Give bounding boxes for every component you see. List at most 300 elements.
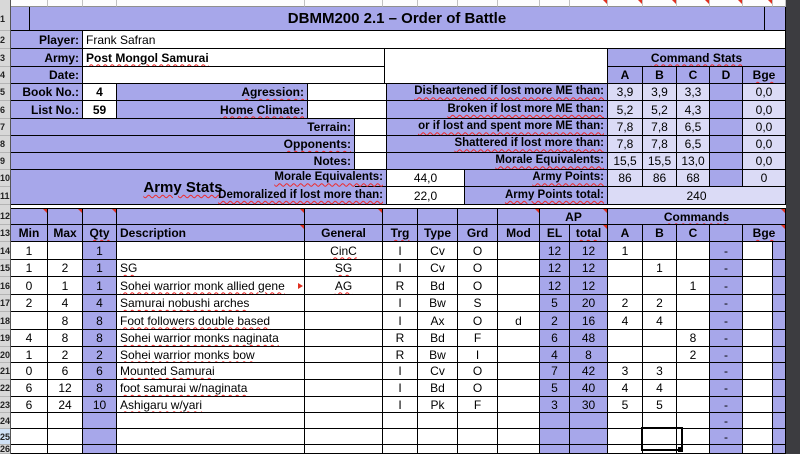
cell-trg[interactable]: R <box>383 330 418 347</box>
cell-grd[interactable]: I <box>458 347 498 363</box>
cs-morale-bge[interactable]: 0,0 <box>743 153 786 170</box>
row-header-22[interactable]: 22 <box>0 380 10 397</box>
cell-a[interactable]: 2 <box>608 295 643 312</box>
cell-c[interactable]: 8 <box>677 330 710 347</box>
cs-shattered-a[interactable]: 7,8 <box>608 136 643 153</box>
cell-type[interactable]: Cv <box>418 242 458 260</box>
cs-broken-bge[interactable]: 0,0 <box>743 101 786 119</box>
title-left-cell[interactable] <box>11 7 30 31</box>
cell-el[interactable]: 12 <box>540 242 570 260</box>
cell-grd[interactable]: F <box>458 330 498 347</box>
row-header-26[interactable]: 26 <box>0 445 10 454</box>
cell-total[interactable]: 16 <box>570 312 608 330</box>
cell-min[interactable]: 1 <box>11 260 48 277</box>
superheader-cell[interactable] <box>498 208 540 225</box>
army-stats-title: Army Stats <box>143 179 223 196</box>
cell-total[interactable]: 8 <box>570 347 608 363</box>
cs-morale-d[interactable] <box>710 153 743 170</box>
row-header-19[interactable]: 19 <box>0 330 10 347</box>
cell-d[interactable]: - <box>710 260 743 277</box>
cell-max[interactable] <box>48 242 83 260</box>
cell-c[interactable] <box>677 363 710 380</box>
cell-mod[interactable] <box>498 397 540 413</box>
row-header-2[interactable]: 2 <box>0 31 10 49</box>
cell-bge[interactable] <box>743 363 773 380</box>
row-header-11[interactable]: 11 <box>0 187 10 205</box>
cell-type[interactable]: Bd <box>418 380 458 397</box>
cell-mod[interactable] <box>498 347 540 363</box>
row-header-7[interactable]: 7 <box>0 119 10 136</box>
superheader-cell[interactable] <box>117 208 305 225</box>
list-no-value-cell[interactable]: 59 <box>83 101 117 119</box>
cell-c[interactable]: 1 <box>677 277 710 295</box>
army-points-d[interactable] <box>710 170 743 187</box>
cs-broken-b[interactable]: 5,2 <box>643 101 677 119</box>
cell-max[interactable]: 8 <box>48 330 83 347</box>
cell-min[interactable]: 6 <box>11 397 48 413</box>
cell-a[interactable] <box>608 330 643 347</box>
cell-mod[interactable] <box>498 260 540 277</box>
row-header-25[interactable]: 25 <box>0 429 10 445</box>
cell-d[interactable]: - <box>710 277 743 295</box>
superheader-cell[interactable] <box>48 208 83 225</box>
cell-b[interactable]: 4 <box>643 312 677 330</box>
cell-d[interactable]: - <box>710 429 743 445</box>
cell-min[interactable]: 2 <box>11 295 48 312</box>
cell-bge[interactable] <box>743 347 773 363</box>
cell-type[interactable] <box>418 413 458 429</box>
cell-general[interactable] <box>305 330 383 347</box>
book-row <box>11 84 786 101</box>
cell-a[interactable] <box>608 277 643 295</box>
empty-cell[interactable] <box>385 49 608 67</box>
cs-shattered-b[interactable]: 7,8 <box>643 136 677 153</box>
player-row <box>11 31 786 49</box>
table-row-14 <box>11 242 786 260</box>
cell-mod[interactable] <box>498 445 540 454</box>
cell-a[interactable]: 4 <box>608 312 643 330</box>
cell-bge[interactable] <box>743 312 773 330</box>
cell-min[interactable]: 0 <box>11 363 48 380</box>
cell-description[interactable] <box>117 413 305 429</box>
cell-description[interactable]: Sohei warrior monks naginata <box>117 330 305 347</box>
cell-mod[interactable] <box>498 413 540 429</box>
cs-broken-d[interactable] <box>710 101 743 119</box>
cell-max[interactable]: 2 <box>48 260 83 277</box>
cell-grd[interactable]: O <box>458 380 498 397</box>
cell-mod[interactable] <box>498 330 540 347</box>
cell-mod[interactable] <box>498 242 540 260</box>
home-climate-value-cell[interactable] <box>308 101 387 119</box>
cell-el[interactable] <box>540 413 570 429</box>
cell-min[interactable]: 6 <box>11 380 48 397</box>
selected-cell[interactable] <box>641 427 683 451</box>
cell-type[interactable]: Bw <box>418 295 458 312</box>
cell-el[interactable]: 5 <box>540 380 570 397</box>
cell-qty[interactable]: 8 <box>83 330 117 347</box>
cell-general[interactable] <box>305 347 383 363</box>
cell-d[interactable]: - <box>710 242 743 260</box>
header-cmd-d <box>710 225 743 242</box>
cell-mod[interactable] <box>498 380 540 397</box>
cell-d[interactable]: - <box>710 330 743 347</box>
cell-total[interactable]: 48 <box>570 330 608 347</box>
army-value-cell[interactable]: Post Mongol Samurai <box>83 49 385 67</box>
cell-trg[interactable]: I <box>383 397 418 413</box>
cell-type[interactable]: Bd <box>418 330 458 347</box>
cell-el[interactable]: 12 <box>540 277 570 295</box>
cell-min[interactable] <box>11 445 48 454</box>
cell-qty[interactable]: 6 <box>83 363 117 380</box>
cell-bge[interactable] <box>743 380 773 397</box>
cell-general[interactable] <box>305 295 383 312</box>
cs-morale-b[interactable]: 15,5 <box>643 153 677 170</box>
cell-el[interactable]: 2 <box>540 312 570 330</box>
cell-bge[interactable] <box>743 445 773 454</box>
row-header-14[interactable]: 14 <box>0 242 10 260</box>
cell-el[interactable]: 3 <box>540 397 570 413</box>
cell-trg[interactable]: I <box>383 312 418 330</box>
cell-mod[interactable] <box>498 363 540 380</box>
row-header-24[interactable]: 24 <box>0 413 10 429</box>
cell-el[interactable]: 12 <box>540 260 570 277</box>
cell-total[interactable]: 42 <box>570 363 608 380</box>
cell-c[interactable] <box>677 312 710 330</box>
cell-b[interactable]: 3 <box>643 363 677 380</box>
cell-c[interactable] <box>677 397 710 413</box>
demoralized-value-cell[interactable]: 22,0 <box>387 187 465 205</box>
row-header-23[interactable]: 23 <box>0 397 10 413</box>
morale-value-cell[interactable]: 44,0 <box>387 170 465 187</box>
cell-trg[interactable] <box>383 413 418 429</box>
cell-general[interactable] <box>305 312 383 330</box>
cell-qty[interactable]: 10 <box>83 397 117 413</box>
cell-total[interactable] <box>570 429 608 445</box>
cell-total[interactable]: 40 <box>570 380 608 397</box>
cell-qty[interactable]: 8 <box>83 312 117 330</box>
cell-grd[interactable]: O <box>458 363 498 380</box>
cell-grd[interactable] <box>458 445 498 454</box>
cell-total[interactable] <box>570 445 608 454</box>
cell-grd[interactable]: O <box>458 242 498 260</box>
cell-el[interactable]: 4 <box>540 347 570 363</box>
cell-d[interactable] <box>710 445 743 454</box>
cell-bge[interactable] <box>743 260 773 277</box>
cs-spent-b[interactable]: 7,8 <box>643 119 677 136</box>
cell-description[interactable]: Foot followers double based <box>117 312 305 330</box>
cell-d[interactable]: - <box>710 397 743 413</box>
cell-c[interactable] <box>677 242 710 260</box>
row-header-13[interactable]: 13 <box>0 225 10 242</box>
cell-max[interactable]: 2 <box>48 347 83 363</box>
cell-min[interactable]: 4 <box>11 330 48 347</box>
cs-disheartened-b[interactable]: 3,9 <box>643 84 677 101</box>
cell-trg[interactable] <box>383 445 418 454</box>
cell-description[interactable]: SG <box>117 260 305 277</box>
cell-description[interactable]: Samurai nobushi arches <box>117 295 305 312</box>
list-row <box>11 101 786 119</box>
cell-mod[interactable] <box>498 429 540 445</box>
cell-general[interactable]: AG <box>305 277 383 295</box>
cell-trg[interactable]: I <box>383 380 418 397</box>
cell-description[interactable] <box>117 429 305 445</box>
cell-el[interactable]: 5 <box>540 295 570 312</box>
row-header-3[interactable]: 3 <box>0 49 10 67</box>
cell-qty[interactable] <box>83 429 117 445</box>
cell-description[interactable]: Sohei warrior monks bow <box>117 347 305 363</box>
cell-max[interactable]: 24 <box>48 397 83 413</box>
army-points-b[interactable]: 86 <box>643 170 677 187</box>
cell-general[interactable] <box>305 380 383 397</box>
cell-a[interactable]: 3 <box>608 363 643 380</box>
army-points-a[interactable]: 86 <box>608 170 643 187</box>
cell-min[interactable]: 1 <box>11 242 48 260</box>
row-header-12[interactable]: 12 <box>0 208 10 225</box>
cs-morale-c[interactable]: 13,0 <box>677 153 710 170</box>
cell-description[interactable]: Ashigaru w/yari <box>117 397 305 413</box>
superheader-cell[interactable] <box>11 208 48 225</box>
cell-max[interactable] <box>48 429 83 445</box>
cell-general[interactable] <box>305 363 383 380</box>
cell-grd[interactable]: O <box>458 312 498 330</box>
cell-type[interactable]: Cv <box>418 260 458 277</box>
cell-type[interactable] <box>418 445 458 454</box>
cell-general[interactable] <box>305 445 383 454</box>
empty-cell[interactable] <box>385 67 608 84</box>
row-header-6[interactable]: 6 <box>0 101 10 119</box>
army-points-total-value[interactable]: 240 <box>608 187 786 205</box>
cell-grd[interactable]: F <box>458 397 498 413</box>
cell-trg[interactable]: R <box>383 347 418 363</box>
agression-value-cell[interactable] <box>308 84 387 101</box>
cell-bge[interactable] <box>743 295 773 312</box>
cs-morale-a[interactable]: 15,5 <box>608 153 643 170</box>
cell-total[interactable]: 12 <box>570 260 608 277</box>
player-label: Player: <box>11 31 83 49</box>
strip-cell <box>83 0 117 7</box>
cell-b[interactable] <box>643 242 677 260</box>
superheader-cell[interactable] <box>305 208 383 225</box>
cs-disheartened-bge[interactable]: 0,0 <box>743 84 786 101</box>
cs-spent-a[interactable]: 7,8 <box>608 119 643 136</box>
cs-disheartened-a[interactable]: 3,9 <box>608 84 643 101</box>
cell-qty[interactable]: 1 <box>83 242 117 260</box>
cell-max[interactable]: 12 <box>48 380 83 397</box>
cell-b[interactable]: 5 <box>643 397 677 413</box>
cell-description[interactable] <box>117 242 305 260</box>
cell-qty[interactable]: 4 <box>83 295 117 312</box>
cs-shattered-c[interactable]: 6,5 <box>677 136 710 153</box>
cell-a[interactable]: 4 <box>608 380 643 397</box>
terrain-value-cell[interactable] <box>355 119 387 136</box>
cell-d[interactable]: - <box>710 413 743 429</box>
cell-min[interactable] <box>11 413 48 429</box>
cell-d[interactable]: - <box>710 295 743 312</box>
cell-total[interactable]: 12 <box>570 277 608 295</box>
cell-qty[interactable]: 2 <box>83 347 117 363</box>
row-header-5[interactable]: 5 <box>0 84 10 101</box>
cell-max[interactable] <box>48 413 83 429</box>
cell-el[interactable]: 6 <box>540 330 570 347</box>
cell-a[interactable] <box>608 347 643 363</box>
cs-spent-c[interactable]: 6,5 <box>677 119 710 136</box>
cell-d[interactable]: - <box>710 312 743 330</box>
notes-value-cell[interactable] <box>355 153 387 170</box>
cell-general[interactable]: SG <box>305 260 383 277</box>
cell-type[interactable]: Cv <box>418 363 458 380</box>
row-header-17[interactable]: 17 <box>0 295 10 312</box>
cell-edge <box>773 380 786 397</box>
cell-total[interactable]: 12 <box>570 242 608 260</box>
cell-a[interactable]: 1 <box>608 242 643 260</box>
row-header-10[interactable]: 10 <box>0 170 10 187</box>
cell-c[interactable] <box>677 380 710 397</box>
cell-max[interactable]: 6 <box>48 363 83 380</box>
row-header-4[interactable]: 4 <box>0 67 10 84</box>
cell-qty[interactable]: 1 <box>83 277 117 295</box>
cs-shattered-bge[interactable]: 0,0 <box>743 136 786 153</box>
army-points-c[interactable]: 68 <box>677 170 710 187</box>
cell-qty[interactable]: 1 <box>83 260 117 277</box>
title-right-cell[interactable] <box>765 7 786 31</box>
cell-total[interactable]: 20 <box>570 295 608 312</box>
cell-general[interactable] <box>305 429 383 445</box>
cell-general[interactable] <box>305 413 383 429</box>
cell-mod[interactable]: d <box>498 312 540 330</box>
cell-el[interactable] <box>540 429 570 445</box>
cell-a[interactable] <box>608 260 643 277</box>
cell-c[interactable]: 2 <box>677 347 710 363</box>
cell-b[interactable]: 4 <box>643 380 677 397</box>
cell-qty[interactable] <box>83 445 117 454</box>
cell-max[interactable] <box>48 445 83 454</box>
cell-trg[interactable]: I <box>383 295 418 312</box>
cell-b[interactable] <box>643 330 677 347</box>
cell-grd[interactable]: S <box>458 295 498 312</box>
cs-spent-bge[interactable]: 0,0 <box>743 119 786 136</box>
cell-mod[interactable] <box>498 295 540 312</box>
cs-broken-c[interactable]: 4,3 <box>677 101 710 119</box>
army-points-bge[interactable]: 0 <box>743 170 786 187</box>
cs-shattered-d[interactable] <box>710 136 743 153</box>
cell-trg[interactable]: I <box>383 260 418 277</box>
cell-min[interactable] <box>11 429 48 445</box>
cs-spent-d[interactable] <box>710 119 743 136</box>
cell-grd[interactable] <box>458 413 498 429</box>
header-max: Max <box>48 225 83 242</box>
book-no-value-cell[interactable]: 4 <box>83 84 117 101</box>
cell-c[interactable] <box>677 295 710 312</box>
row-header-1[interactable]: 1 <box>0 7 10 31</box>
cell-description[interactable]: foot samurai w/naginata <box>117 380 305 397</box>
cell-qty[interactable]: 8 <box>83 380 117 397</box>
cell-b[interactable] <box>643 347 677 363</box>
cell-type[interactable]: Bd <box>418 277 458 295</box>
cell-type[interactable]: Ax <box>418 312 458 330</box>
cell-min[interactable]: 0 <box>11 277 48 295</box>
cell-a[interactable]: 5 <box>608 397 643 413</box>
strip-cell <box>498 0 540 7</box>
cell-min[interactable] <box>11 312 48 330</box>
cell-qty[interactable] <box>83 413 117 429</box>
cell-type[interactable]: Pk <box>418 397 458 413</box>
cell-bge[interactable] <box>743 242 773 260</box>
cell-b[interactable]: 2 <box>643 295 677 312</box>
superheader-cell[interactable] <box>418 208 458 225</box>
cell-general[interactable] <box>305 397 383 413</box>
cell-bge[interactable] <box>743 429 773 445</box>
header-total: total <box>570 225 608 242</box>
lost-spent-label: or if lost and spent more ME than: <box>387 119 608 136</box>
row-header-18[interactable]: 18 <box>0 312 10 330</box>
cell-a[interactable] <box>608 445 643 454</box>
cell-description[interactable]: Sohei warrior monk allied gene <box>117 277 305 295</box>
cell-max[interactable]: 1 <box>48 277 83 295</box>
cell-type[interactable] <box>418 429 458 445</box>
cell-b[interactable] <box>643 277 677 295</box>
cell-type[interactable]: Bw <box>418 347 458 363</box>
cell-a[interactable] <box>608 429 643 445</box>
row-header-9[interactable]: 9 <box>0 153 10 170</box>
cell-d[interactable]: - <box>710 380 743 397</box>
cs-disheartened-c[interactable]: 3,3 <box>677 84 710 101</box>
cell-bge[interactable] <box>743 330 773 347</box>
cell-trg[interactable]: I <box>383 242 418 260</box>
row-header-16[interactable]: 16 <box>0 277 10 295</box>
cs-disheartened-d[interactable] <box>710 84 743 101</box>
cell-el[interactable] <box>540 445 570 454</box>
cs-broken-a[interactable]: 5,2 <box>608 101 643 119</box>
player-value-cell[interactable]: Frank Safran <box>83 31 786 49</box>
cell-bge[interactable] <box>743 397 773 413</box>
cell-d[interactable]: - <box>710 347 743 363</box>
cell-description[interactable]: Mounted Samurai <box>117 363 305 380</box>
cell-total[interactable] <box>570 413 608 429</box>
cell-d[interactable]: - <box>710 363 743 380</box>
cell-max[interactable]: 4 <box>48 295 83 312</box>
cell-edge <box>773 445 786 454</box>
cell-trg[interactable] <box>383 429 418 445</box>
date-value-cell[interactable] <box>83 67 385 84</box>
cell-mod[interactable] <box>498 277 540 295</box>
cell-bge[interactable] <box>743 277 773 295</box>
cell-max[interactable]: 8 <box>48 312 83 330</box>
row-header-21[interactable]: 21 <box>0 363 10 380</box>
cell-c[interactable] <box>677 260 710 277</box>
superheader-cell[interactable] <box>383 208 418 225</box>
cell-el[interactable]: 7 <box>540 363 570 380</box>
cell-description[interactable] <box>117 445 305 454</box>
cell-grd[interactable]: O <box>458 277 498 295</box>
row-header-15[interactable]: 15 <box>0 260 10 277</box>
cell-grd[interactable]: O <box>458 260 498 277</box>
superheader-cell[interactable] <box>83 208 117 225</box>
cell-general[interactable]: CinC <box>305 242 383 260</box>
cell-trg[interactable]: R <box>383 277 418 295</box>
cell-total[interactable]: 30 <box>570 397 608 413</box>
row-header-8[interactable]: 8 <box>0 136 10 153</box>
cell-b[interactable]: 1 <box>643 260 677 277</box>
superheader-cell[interactable] <box>458 208 498 225</box>
cell-trg[interactable]: I <box>383 363 418 380</box>
table-row-16 <box>11 277 786 295</box>
cell-min[interactable]: 1 <box>11 347 48 363</box>
opponents-value-cell[interactable] <box>355 136 387 153</box>
cell-a[interactable] <box>608 413 643 429</box>
row-header-20[interactable]: 20 <box>0 347 10 363</box>
cell-grd[interactable] <box>458 429 498 445</box>
cell-bge[interactable] <box>743 413 773 429</box>
